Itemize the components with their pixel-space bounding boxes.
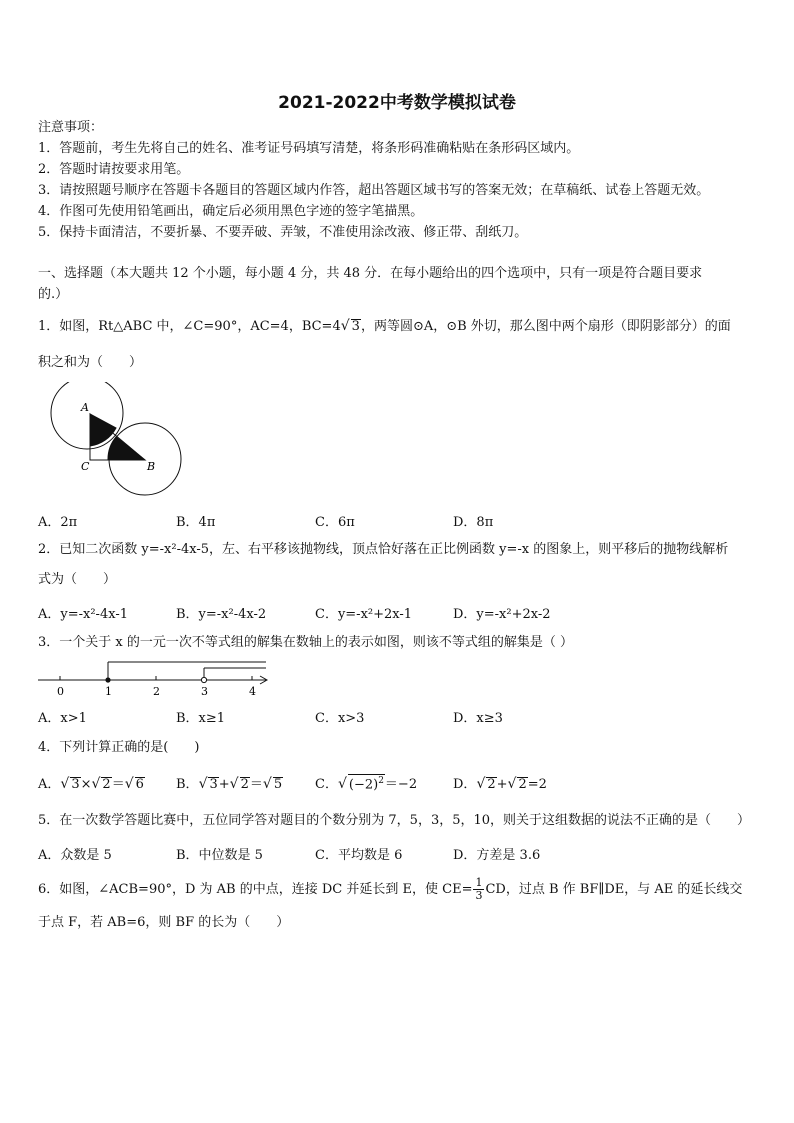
note-item: 3．请按照题号顺序在答题卡各题目的答题区域内作答，超出答题区域书写的答案无效；在草稿纸、试卷上答题无效。: [38, 183, 710, 198]
section-heading: 一、选择题（本大题共 12 个小题，每小题 4 分，共 48 分．在每小题给出的四个选项中，只有一项是符合题目要求: [38, 266, 703, 281]
q5-option-b: B．中位数是 5: [176, 848, 263, 863]
fraction: $\frac{1}{3}$: [475, 876, 483, 902]
q1-option-c: C．6π: [315, 515, 355, 530]
tick-label: 2: [153, 685, 160, 698]
q2-option-c: C．y=-x²+2x-1: [315, 607, 413, 622]
question-1-text: 1．如图，Rt△ABC 中，∠C=90°，AC=4，BC=4√ 3，两等圆⊙A，⊙B 外切，那么图中两个扇形（即阴影部分）的面: [38, 318, 731, 334]
point-a-label: A: [81, 401, 89, 414]
question-5-text: 5．在一次数学答题比赛中，五位同学答对题目的个数分别为 7，5，3，5，10，则关于这组数据的说法不正确的是（ ）: [38, 813, 751, 828]
question-1-text-cont: 积之和为（ ）: [38, 355, 143, 370]
question-3-text: 3．一个关于 x 的一元一次不等式组的解集在数轴上的表示如图，则该不等式组的解集是（ ）: [38, 635, 574, 650]
question-2-text: 2．已知二次函数 y=-x²-4x-5，左、右平移该抛物线，顶点恰好落在正比例函数 y=-x 的图象上，则平移后的抛物线解析: [38, 542, 729, 557]
q3-number-line: [36, 656, 272, 698]
q3-option-a: A．x>1: [38, 711, 87, 726]
q4-option-b: B．√ 3+√ 2＝√ 5: [176, 776, 283, 792]
question-6-text-cont: 于点 F，若 AB=6，则 BF 的长为（ ）: [38, 915, 290, 930]
q4-option-d: D．√ 2+√ 2=2: [453, 776, 547, 792]
tick-label: 4: [249, 685, 256, 698]
notes-heading: 注意事项：: [38, 120, 104, 135]
page-title: 2021-2022中考数学模拟试卷: [278, 93, 516, 113]
q1-figure: [50, 382, 190, 500]
note-item: 1．答题前，考生先将自己的姓名、准考证号码填写清楚，将条形码准确粘贴在条形码区域内。: [38, 141, 580, 156]
q5-option-c: C．平均数是 6: [315, 848, 403, 863]
section-heading-cont: 的.）: [38, 287, 69, 302]
question-6-text: 6．如图，∠ACB=90°，D 为 AB 的中点，连接 DC 并延长到 E，使 CE= $\frac{1}{3}$ CD，过点 B 作 BF∥DE，与 AE 的延长线交: [38, 876, 743, 902]
tick-label: 3: [201, 685, 208, 698]
q2-option-b: B．y=-x²-4x-2: [176, 607, 267, 622]
q3-option-c: C．x>3: [315, 711, 365, 726]
q5-option-d: D．方差是 3.6: [453, 848, 541, 863]
q3-option-d: D．x≥3: [453, 711, 503, 726]
question-4-text: 4．下列计算正确的是( ): [38, 740, 200, 755]
q1-option-d: D．8π: [453, 515, 494, 530]
q4-option-a: A．√ 3×√ 2＝√ 6: [38, 776, 144, 792]
q1-option-b: B．4π: [176, 515, 216, 530]
q1-option-a: A．2π: [38, 515, 78, 530]
point-b-label: B: [147, 460, 156, 473]
question-2-text-cont: 式为（ ）: [38, 572, 117, 587]
q2-option-a: A．y=-x²-4x-1: [38, 607, 128, 622]
note-item: 5．保持卡面清洁，不要折暴、不要弄破、弄皱，不准使用涂改液、修正带、刮纸刀。: [38, 225, 528, 240]
q5-option-a: A．众数是 5: [38, 848, 112, 863]
q2-option-d: D．y=-x²+2x-2: [453, 607, 551, 622]
note-item: 2．答题时请按要求用笔。: [38, 162, 190, 177]
tick-label: 0: [57, 685, 64, 698]
tick-label: 1: [105, 685, 112, 698]
note-item: 4．作图可先使用铅笔画出，确定后必须用黑色字迹的签字笔描黑。: [38, 204, 424, 219]
q4-option-c: C．√ $(-2)^2=-2$: [315, 775, 418, 792]
point-c-label: C: [81, 460, 90, 473]
q3-option-b: B．x≥1: [176, 711, 226, 726]
